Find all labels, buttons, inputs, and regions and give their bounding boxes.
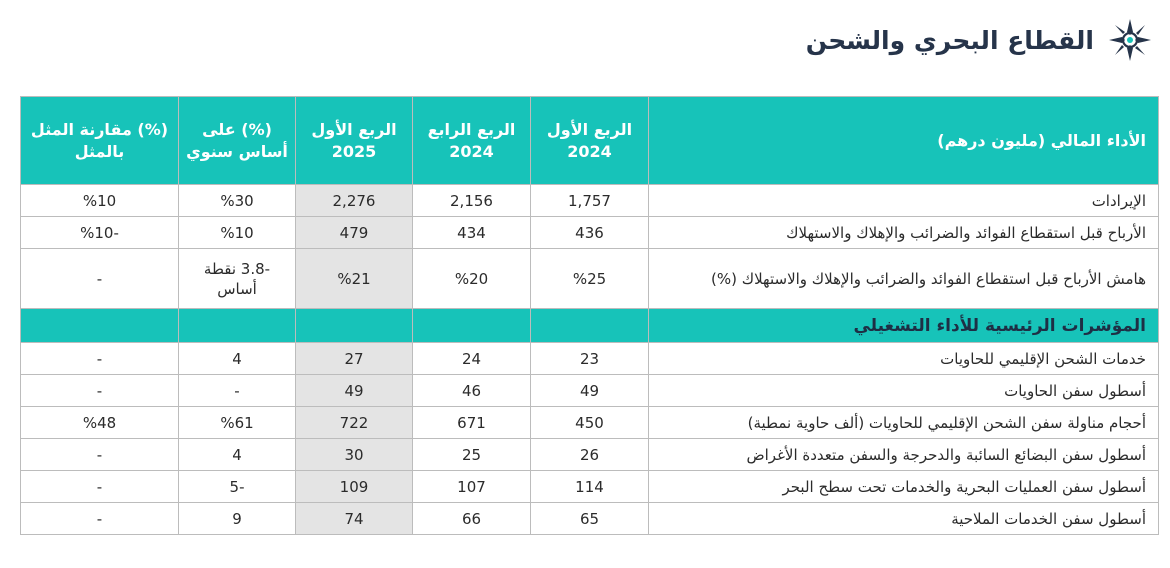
cell-q1-2024: 23 (531, 343, 649, 375)
section-header-row (21, 309, 1159, 343)
table-row (21, 343, 1159, 375)
cell-q1-2024: 26 (531, 439, 649, 471)
cell-q1-2025: 74 (296, 503, 413, 535)
section-cell (531, 309, 649, 343)
cell-yoy: 9 (179, 503, 296, 535)
table-row (21, 503, 1159, 535)
row-label: أحجام مناولة سفن الشحن الإقليمي للحاويات (ألف حاوية نمطية) (649, 407, 1159, 439)
cell-like-for-like: - (21, 503, 179, 535)
cell-yoy: %61 (179, 407, 296, 439)
table-row (21, 407, 1159, 439)
cell-q1-2025: 479 (296, 217, 413, 249)
row-label: الأرباح قبل استقطاع الفوائد والضرائب والإهلاك والاستهلاك (649, 217, 1159, 249)
header-q4-2024: الربع الرابع 2024 (413, 97, 531, 185)
cell-like-for-like: - (21, 375, 179, 407)
table-row (21, 375, 1159, 407)
cell-q1-2025: 2,276 (296, 185, 413, 217)
page-title: القطاع البحري والشحن (805, 25, 1094, 55)
cell-q4-2024: 671 (413, 407, 531, 439)
cell-q1-2024: 49 (531, 375, 649, 407)
section-cell (179, 309, 296, 343)
table-row (21, 217, 1159, 249)
section-cell (21, 309, 179, 343)
cell-q4-2024: 2,156 (413, 185, 531, 217)
row-label: أسطول سفن الخدمات الملاحية (649, 503, 1159, 535)
section-title: المؤشرات الرئيسية للأداء التشغيلي (649, 309, 1159, 343)
cell-q1-2024: 114 (531, 471, 649, 503)
cell-like-for-like: -%10 (21, 217, 179, 249)
cell-q1-2025: 109 (296, 471, 413, 503)
cell-q4-2024: 66 (413, 503, 531, 535)
table-row (21, 439, 1159, 471)
table-row (21, 185, 1159, 217)
cell-yoy: -5 (179, 471, 296, 503)
table-row (21, 471, 1159, 503)
cell-yoy: - (179, 375, 296, 407)
cell-q4-2024: 25 (413, 439, 531, 471)
cell-q4-2024: 434 (413, 217, 531, 249)
cell-q1-2025: 30 (296, 439, 413, 471)
section-cell (413, 309, 531, 343)
cell-yoy: %10 (179, 217, 296, 249)
cell-q1-2025: 27 (296, 343, 413, 375)
cell-like-for-like: - (21, 471, 179, 503)
cell-q1-2024: 436 (531, 217, 649, 249)
header-financial-label: الأداء المالي (مليون درهم) (649, 97, 1159, 185)
cell-q1-2024: 1,757 (531, 185, 649, 217)
row-label: هامش الأرباح قبل استقطاع الفوائد والضرائب والإهلاك والاستهلاك (%) (649, 249, 1159, 309)
row-label: أسطول سفن الحاويات (649, 375, 1159, 407)
cell-like-for-like: - (21, 343, 179, 375)
cell-q1-2024: 450 (531, 407, 649, 439)
cell-q1-2024: %25 (531, 249, 649, 309)
cell-like-for-like: %10 (21, 185, 179, 217)
header-q1-2025: الربع الأول 2025 (296, 97, 413, 185)
cell-like-for-like: %48 (21, 407, 179, 439)
section-cell (296, 309, 413, 343)
header-yoy: (%) على أساس سنوي (179, 97, 296, 185)
cell-yoy: 4 (179, 439, 296, 471)
cell-yoy: -3.8 نقطة أساس (179, 249, 296, 309)
cell-q4-2024: 107 (413, 471, 531, 503)
row-label: خدمات الشحن الإقليمي للحاويات (649, 343, 1159, 375)
cell-yoy: %30 (179, 185, 296, 217)
cell-q1-2025: 722 (296, 407, 413, 439)
row-label: الإيرادات (649, 185, 1159, 217)
row-label: أسطول سفن العمليات البحرية والخدمات تحت سطح البحر (649, 471, 1159, 503)
page-header (806, 18, 1152, 62)
cell-q1-2025: %21 (296, 249, 413, 309)
table-header-row (21, 97, 1159, 185)
compass-sun-icon (1108, 18, 1152, 62)
cell-q1-2024: 65 (531, 503, 649, 535)
cell-like-for-like: - (21, 439, 179, 471)
cell-yoy: 4 (179, 343, 296, 375)
performance-table (20, 96, 1159, 535)
cell-q1-2025: 49 (296, 375, 413, 407)
cell-q4-2024: %20 (413, 249, 531, 309)
table-row (21, 249, 1159, 309)
row-label: أسطول سفن البضائع السائبة والدحرجة والسفن متعددة الأغراض (649, 439, 1159, 471)
header-q1-2024: الربع الأول 2024 (531, 97, 649, 185)
cell-like-for-like: - (21, 249, 179, 309)
cell-q4-2024: 24 (413, 343, 531, 375)
cell-q4-2024: 46 (413, 375, 531, 407)
header-like-for-like: (%) مقارنة المثل بالمثل (21, 97, 179, 185)
